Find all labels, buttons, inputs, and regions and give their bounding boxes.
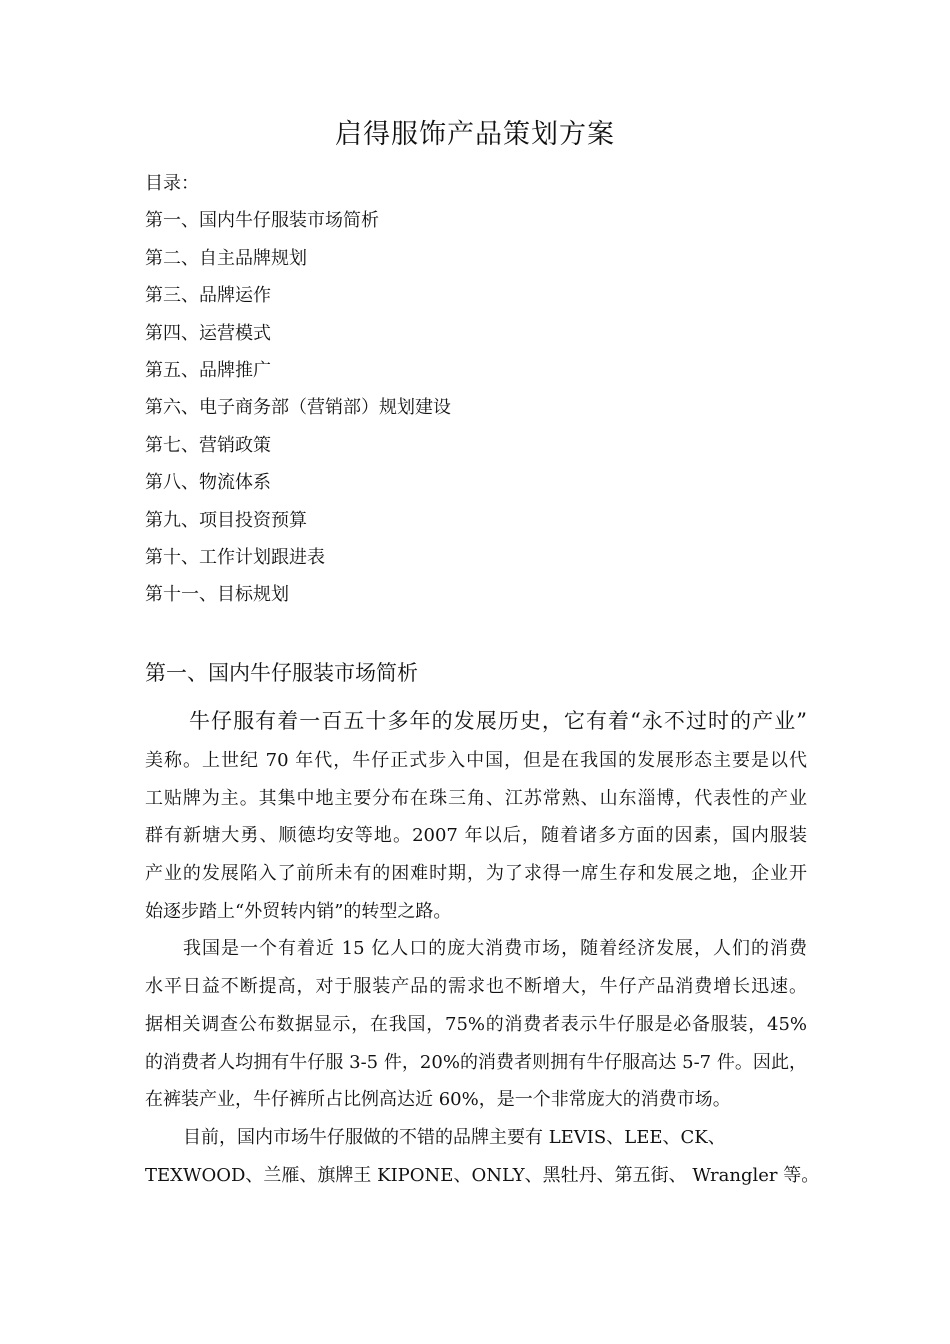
- toc-item: 第二、自主品牌规划: [145, 247, 307, 269]
- paragraph-line: 群有新塘大勇、顺德均安等地。2007 年以后，随着诸多方面的因素，国内服装: [145, 825, 807, 847]
- paragraph-line: 的消费者人均拥有牛仔服 3-5 件，20%的消费者则拥有牛仔服高达 5-7 件。因此，: [145, 1051, 807, 1073]
- toc-item: 第十、工作计划跟进表: [145, 546, 325, 568]
- paragraph-line: 工贴牌为主。其集中地主要分布在珠三角、江苏常熟、山东淄博，代表性的产业: [145, 787, 807, 809]
- toc-item: 第八、物流体系: [145, 472, 271, 494]
- paragraph: [145, 706, 807, 930]
- section-body: [145, 706, 820, 1194]
- toc-item: 第五、品牌推广: [145, 359, 271, 381]
- paragraph-line: 水平日益不断提高，对于服装产品的需求也不断增大，牛仔产品消费增长迅速。: [145, 976, 807, 998]
- paragraph-line: 我国是一个有着近 15 亿人口的庞大消费市场，随着经济发展，人们的消费: [183, 938, 807, 960]
- toc-item: 第九、项目投资预算: [145, 509, 307, 531]
- paragraph: [145, 1119, 820, 1194]
- paragraph-line: 产业的发展陷入了前所未有的困难时期，为了求得一席生存和发展之地，企业开: [145, 863, 807, 885]
- paragraph-line: TEXWOOD、兰雁、旗牌王 KIPONE、ONLY、黑牡丹、第五街、 Wrangler 等。: [145, 1164, 820, 1186]
- toc-item: 第十一、目标规划: [145, 584, 289, 606]
- paragraph-line: 美称。上世纪 70 年代，牛仔正式步入中国，但是在我国的发展形态主要是以代: [145, 750, 807, 771]
- paragraph-line: 牛仔服有着一百五十多年的发展历史，它有着“永不过时的产业”: [189, 709, 807, 733]
- toc-item: 第七、营销政策: [145, 434, 271, 456]
- section-heading: 第一、国内牛仔服装市场简析: [145, 661, 418, 685]
- paragraph-line: 目前，国内市场牛仔服做的不错的品牌主要有 LEVIS、LEE、CK、: [183, 1126, 726, 1148]
- paragraph-line: 据相关调查公布数据显示，在我国，75%的消费者表示牛仔服是必备服装，45%: [145, 1013, 807, 1035]
- toc-item: 第三、品牌运作: [145, 285, 271, 307]
- toc-item: 第四、运营模式: [145, 322, 271, 344]
- toc-item: 第一、国内牛仔服装市场简析: [145, 210, 379, 232]
- toc-item: 第六、电子商务部（营销部）规划建设: [145, 397, 451, 419]
- paragraph: [145, 930, 807, 1118]
- paragraph-line: 在裤装产业，牛仔裤所占比例高达近 60%，是一个非常庞大的消费市场。: [145, 1089, 731, 1111]
- table-of-contents: [145, 171, 805, 620]
- paragraph-line: 始逐步踏上“外贸转内销”的转型之路。: [145, 900, 452, 922]
- document-title: 启得服饰产品策划方案: [335, 119, 615, 150]
- toc-heading: 目录：: [145, 173, 199, 194]
